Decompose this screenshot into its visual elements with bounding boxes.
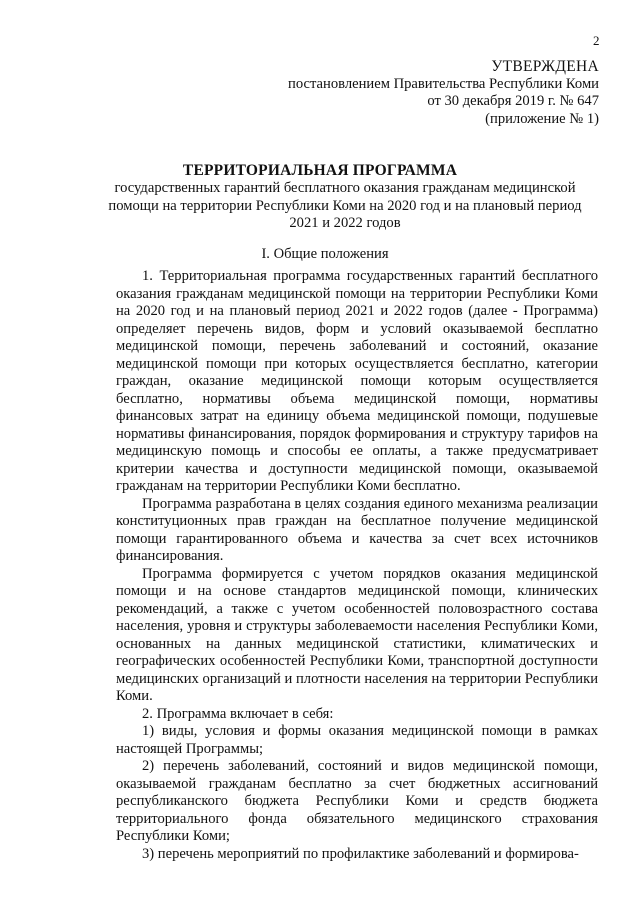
approval-line-2: от 30 декабря 2019 г. № 647 <box>427 93 599 109</box>
page-number: 2 <box>593 33 600 48</box>
approval-title: УТВЕРЖДЕНА <box>491 58 599 75</box>
paragraph: Программа разработана в целях создания единого механизма реализации конституционных прав граждан на бесплатное получение медицинской помощи гарантированного объема и качества за счет всех источников финансирования. <box>116 495 598 564</box>
paragraph: 2. Программа включает в себя: <box>142 705 334 722</box>
approval-line-1: постановлением Правительства Республики Коми <box>288 75 599 92</box>
paragraph: 1. Территориальная программа государственных гарантий бесплатного оказания гражданам медицинской помощи на территории Республики Коми на 2020 год и на плановый период 2021 и 2022 годов (далее - Программа) определяет перечень видов, форм и условий оказываемой бесплатно медицинской помощи, перечень заболеваний и состояний, оказание медицинской помощи при которых осуществляется бесплатно, категории граждан, оказание медицинской помощи которым осуществляется бесплатно, нормативы объема медицинской помощи, нормативы финансовых затрат на единицу объема медицинской помощи, подушевые нормативы финансирования, порядок формирования и структуру тарифов на медицинскую помощь и способы ее оплаты, а также предусматривает критерии качества и доступности медицинской помощи, оказываемой гражданам на территории Республики Коми бесплатно. <box>116 268 598 494</box>
paragraph: 1) виды, условия и формы оказания медицинской помощи в рамках настоящей Программы; <box>116 723 598 757</box>
paragraph: 2) перечень заболеваний, состояний и видов медицинской помощи, оказываемой гражданам бесплатно за счет бюджетных ассигнований республиканского бюджета Республики Коми и средств бюджета территориального фонда обязательного медицинского страхования Республики Коми; <box>116 758 598 844</box>
paragraph: Программа формируется с учетом порядков оказания медицинской помощи и на основе стандартов медицинской помощи, клинических рекомендаций, а также с учетом особенностей половозрастного состава населения, уровня и структуры заболеваемости населения Республики Коми, основанных на данных медицинской статистики, климатических и географических особенностей Республики Коми, транспортной доступности медицинских организаций и плотности населения на территории Республики Коми. <box>116 565 598 704</box>
paragraph: 3) перечень мероприятий по профилактике заболеваний и формирова- <box>142 845 579 862</box>
approval-line-3: (приложение № 1) <box>485 110 599 127</box>
document-body <box>116 268 598 863</box>
section-heading: I. Общие положения <box>261 246 389 262</box>
program-title: ТЕРРИТОРИАЛЬНАЯ ПРОГРАММА <box>182 162 458 179</box>
approval-block <box>288 58 599 128</box>
program-subtitle: государственных гарантий бесплатного оказания гражданам медицинской помощи на территории Республики Коми на 2020 год и на плановый период 2021 и 2022 годов <box>108 180 582 231</box>
